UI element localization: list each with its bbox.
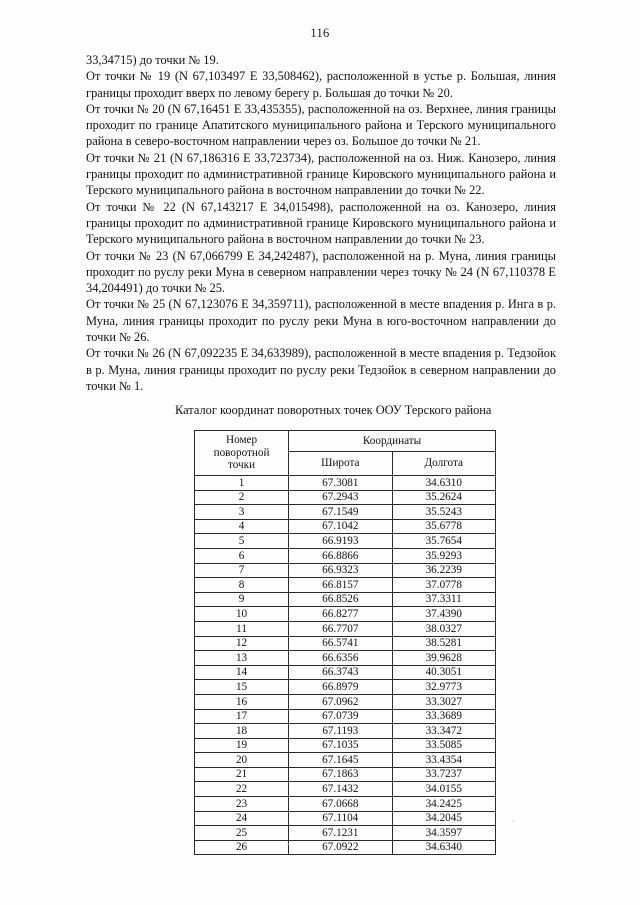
table-row bbox=[195, 636, 496, 651]
cell-point-number: 10 bbox=[195, 607, 289, 622]
cell-point-number: 18 bbox=[195, 724, 289, 739]
cell-latitude: 67.1549 bbox=[289, 505, 392, 520]
cell-latitude: 67.2943 bbox=[289, 490, 392, 505]
table-row bbox=[195, 797, 496, 812]
table-row bbox=[195, 621, 496, 636]
paragraph-3: От точки № 21 (N 67,186316 E 33,723734), расположенной на оз. Ниж. Канозеро, линия границы проходит по административной границе Кировского муниципального района и Терского муниципального района в восточном направлении до точки № 22. bbox=[86, 150, 556, 198]
paragraph-7: От точки № 26 (N 67,092235 E 34,633989), расположенной в месте впадения р. Тедзойок в р. Муна, линия границы проходит по руслу реки Тедзойок в северном направлении до точки № 1. bbox=[86, 346, 556, 393]
cell-longitude: 34.3597 bbox=[392, 826, 495, 841]
cell-longitude: 34.2425 bbox=[392, 797, 495, 812]
table-row bbox=[195, 826, 496, 841]
cell-latitude: 67.0739 bbox=[289, 709, 392, 724]
cell-longitude: 33.4354 bbox=[392, 753, 495, 768]
cell-point-number: 21 bbox=[195, 767, 289, 782]
cell-longitude: 33.3027 bbox=[392, 694, 495, 709]
cell-longitude: 35.5243 bbox=[392, 505, 495, 520]
cell-latitude: 66.8866 bbox=[289, 548, 392, 563]
scan-speck bbox=[287, 843, 289, 845]
table-row bbox=[195, 840, 496, 855]
table-row bbox=[195, 578, 496, 593]
scan-speck bbox=[205, 132, 207, 133]
table-row bbox=[195, 592, 496, 607]
page-number: 116 bbox=[310, 26, 330, 40]
table-body bbox=[195, 476, 496, 855]
cell-latitude: 67.0922 bbox=[289, 840, 392, 855]
cell-point-number: 22 bbox=[195, 782, 289, 797]
cell-longitude: 40.3051 bbox=[392, 665, 495, 680]
cell-longitude: 36.2239 bbox=[392, 563, 495, 578]
cell-point-number: 24 bbox=[195, 811, 289, 826]
cell-latitude: 66.8526 bbox=[289, 592, 392, 607]
header-latitude: Широта bbox=[289, 452, 392, 476]
cell-point-number: 1 bbox=[195, 476, 289, 491]
cell-point-number: 5 bbox=[195, 534, 289, 549]
cell-latitude: 67.1432 bbox=[289, 782, 392, 797]
cell-latitude: 66.7707 bbox=[289, 621, 392, 636]
paragraph-2: От точки № 20 (N 67,16451 E 33,435355), расположенной на оз. Верхнее, линия границы проходит по границе Апатитского муниципального района и Терского муниципального района в северо-восточном направлении через оз. Большое до точки № 21. bbox=[86, 101, 556, 149]
table-row bbox=[195, 753, 496, 768]
cell-longitude: 37.3311 bbox=[392, 592, 495, 607]
cell-longitude: 33.7237 bbox=[392, 767, 495, 782]
body-text-block bbox=[86, 52, 556, 394]
table-row bbox=[195, 534, 496, 549]
table-caption: Каталог координат поворотных точек ООУ Терского района bbox=[175, 403, 492, 417]
cell-latitude: 66.9323 bbox=[289, 563, 392, 578]
cell-latitude: 67.1231 bbox=[289, 826, 392, 841]
cell-point-number: 8 bbox=[195, 578, 289, 593]
cell-latitude: 66.8157 bbox=[289, 578, 392, 593]
cell-longitude: 34.0155 bbox=[392, 782, 495, 797]
table-row bbox=[195, 724, 496, 739]
cell-point-number: 17 bbox=[195, 709, 289, 724]
cell-longitude: 34.6310 bbox=[392, 476, 495, 491]
cell-longitude: 35.7654 bbox=[392, 534, 495, 549]
table-row bbox=[195, 519, 496, 534]
header-coordinates: Координаты bbox=[289, 431, 496, 452]
cell-point-number: 4 bbox=[195, 519, 289, 534]
cell-longitude: 35.2624 bbox=[392, 490, 495, 505]
cell-latitude: 67.0962 bbox=[289, 694, 392, 709]
cell-latitude: 67.1104 bbox=[289, 811, 392, 826]
cell-point-number: 13 bbox=[195, 651, 289, 666]
header-point-number-line3: точки bbox=[227, 459, 256, 472]
cell-point-number: 16 bbox=[195, 694, 289, 709]
paragraph-1: От точки № 19 (N 67,103497 E 33,508462), расположенной в устье р. Большая, линия границы проходит вверх по левому берегу р. Большая до точки № 20. bbox=[86, 69, 556, 100]
table-row bbox=[195, 490, 496, 505]
header-point-number-line2: поворотной bbox=[213, 446, 270, 459]
table-row bbox=[195, 709, 496, 724]
cell-latitude: 67.1863 bbox=[289, 767, 392, 782]
cell-point-number: 25 bbox=[195, 826, 289, 841]
cell-longitude: 37.4390 bbox=[392, 607, 495, 622]
cell-longitude: 37.0778 bbox=[392, 578, 495, 593]
cell-latitude: 67.3081 bbox=[289, 476, 392, 491]
cell-longitude: 33.3472 bbox=[392, 724, 495, 739]
table-row bbox=[195, 607, 496, 622]
table-row bbox=[195, 694, 496, 709]
cell-point-number: 26 bbox=[195, 840, 289, 855]
table-row bbox=[195, 738, 496, 753]
cell-latitude: 66.9193 bbox=[289, 534, 392, 549]
header-point-number bbox=[195, 431, 289, 476]
table-row bbox=[195, 548, 496, 563]
cell-point-number: 6 bbox=[195, 548, 289, 563]
cell-longitude: 33.5085 bbox=[392, 738, 495, 753]
cell-point-number: 12 bbox=[195, 636, 289, 651]
cell-point-number: 2 bbox=[195, 490, 289, 505]
header-point-number-line1: Номер bbox=[225, 434, 258, 447]
table-row bbox=[195, 767, 496, 782]
scan-speck bbox=[512, 820, 514, 822]
paragraph-5: От точки № 23 (N 67,066799 E 34,242487), расположенной на р. Муна, линия границы проходит по руслу реки Муна в северном направлении через точку № 24 (N 67,110378 E 34,204491) до точки № 25. bbox=[86, 248, 556, 296]
cell-latitude: 66.8979 bbox=[289, 680, 392, 695]
table-row bbox=[195, 811, 496, 826]
cell-latitude: 66.5741 bbox=[289, 636, 392, 651]
cell-point-number: 23 bbox=[195, 797, 289, 812]
cell-longitude: 33.3689 bbox=[392, 709, 495, 724]
cell-latitude: 67.0668 bbox=[289, 797, 392, 812]
cell-longitude: 38.0327 bbox=[392, 621, 495, 636]
table-row bbox=[195, 680, 496, 695]
cell-point-number: 11 bbox=[195, 621, 289, 636]
cell-longitude: 38.5281 bbox=[392, 636, 495, 651]
cell-longitude: 32.9773 bbox=[392, 680, 495, 695]
cell-latitude: 67.1042 bbox=[289, 519, 392, 534]
cell-point-number: 15 bbox=[195, 680, 289, 695]
table-row bbox=[195, 563, 496, 578]
header-longitude: Долгота bbox=[392, 452, 495, 476]
table-row bbox=[195, 651, 496, 666]
paragraph-6: От точки № 25 (N 67,123076 E 34,359711), расположенной в месте впадения р. Инга в р. Муна, линия границы проходит по руслу реки Муна в юго-восточном направлении до точки № 26. bbox=[86, 297, 556, 345]
cell-point-number: 9 bbox=[195, 592, 289, 607]
coordinates-table-container bbox=[194, 430, 496, 855]
table-row bbox=[195, 476, 496, 491]
cell-latitude: 67.1193 bbox=[289, 724, 392, 739]
cell-longitude: 34.2045 bbox=[392, 811, 495, 826]
cell-latitude: 67.1035 bbox=[289, 738, 392, 753]
cell-latitude: 66.6356 bbox=[289, 651, 392, 666]
cell-longitude: 35.6778 bbox=[392, 519, 495, 534]
cell-longitude: 34.6340 bbox=[392, 840, 495, 855]
cell-point-number: 14 bbox=[195, 665, 289, 680]
cell-point-number: 20 bbox=[195, 753, 289, 768]
table-header-row-1 bbox=[195, 431, 496, 452]
table-row bbox=[195, 665, 496, 680]
cell-point-number: 7 bbox=[195, 563, 289, 578]
cell-longitude: 35.9293 bbox=[392, 548, 495, 563]
table-row bbox=[195, 505, 496, 520]
cell-latitude: 66.3743 bbox=[289, 665, 392, 680]
cell-latitude: 66.8277 bbox=[289, 607, 392, 622]
cell-longitude: 39.9628 bbox=[392, 651, 495, 666]
paragraph-4: От точки № 22 (N 67,143217 E 34,015498), расположенной на оз. Канозеро, линия границы проходит по административной границе Кировского муниципального района и Терского муниципального района в восточном направлении до точки № 23. bbox=[86, 199, 556, 247]
cell-point-number: 19 bbox=[195, 738, 289, 753]
cell-point-number: 3 bbox=[195, 505, 289, 520]
table-row bbox=[195, 782, 496, 797]
table-head bbox=[195, 431, 496, 476]
paragraph-0: 33,34715) до точки № 19. bbox=[86, 53, 219, 67]
cell-latitude: 67.1645 bbox=[289, 753, 392, 768]
coordinates-table bbox=[194, 430, 496, 855]
